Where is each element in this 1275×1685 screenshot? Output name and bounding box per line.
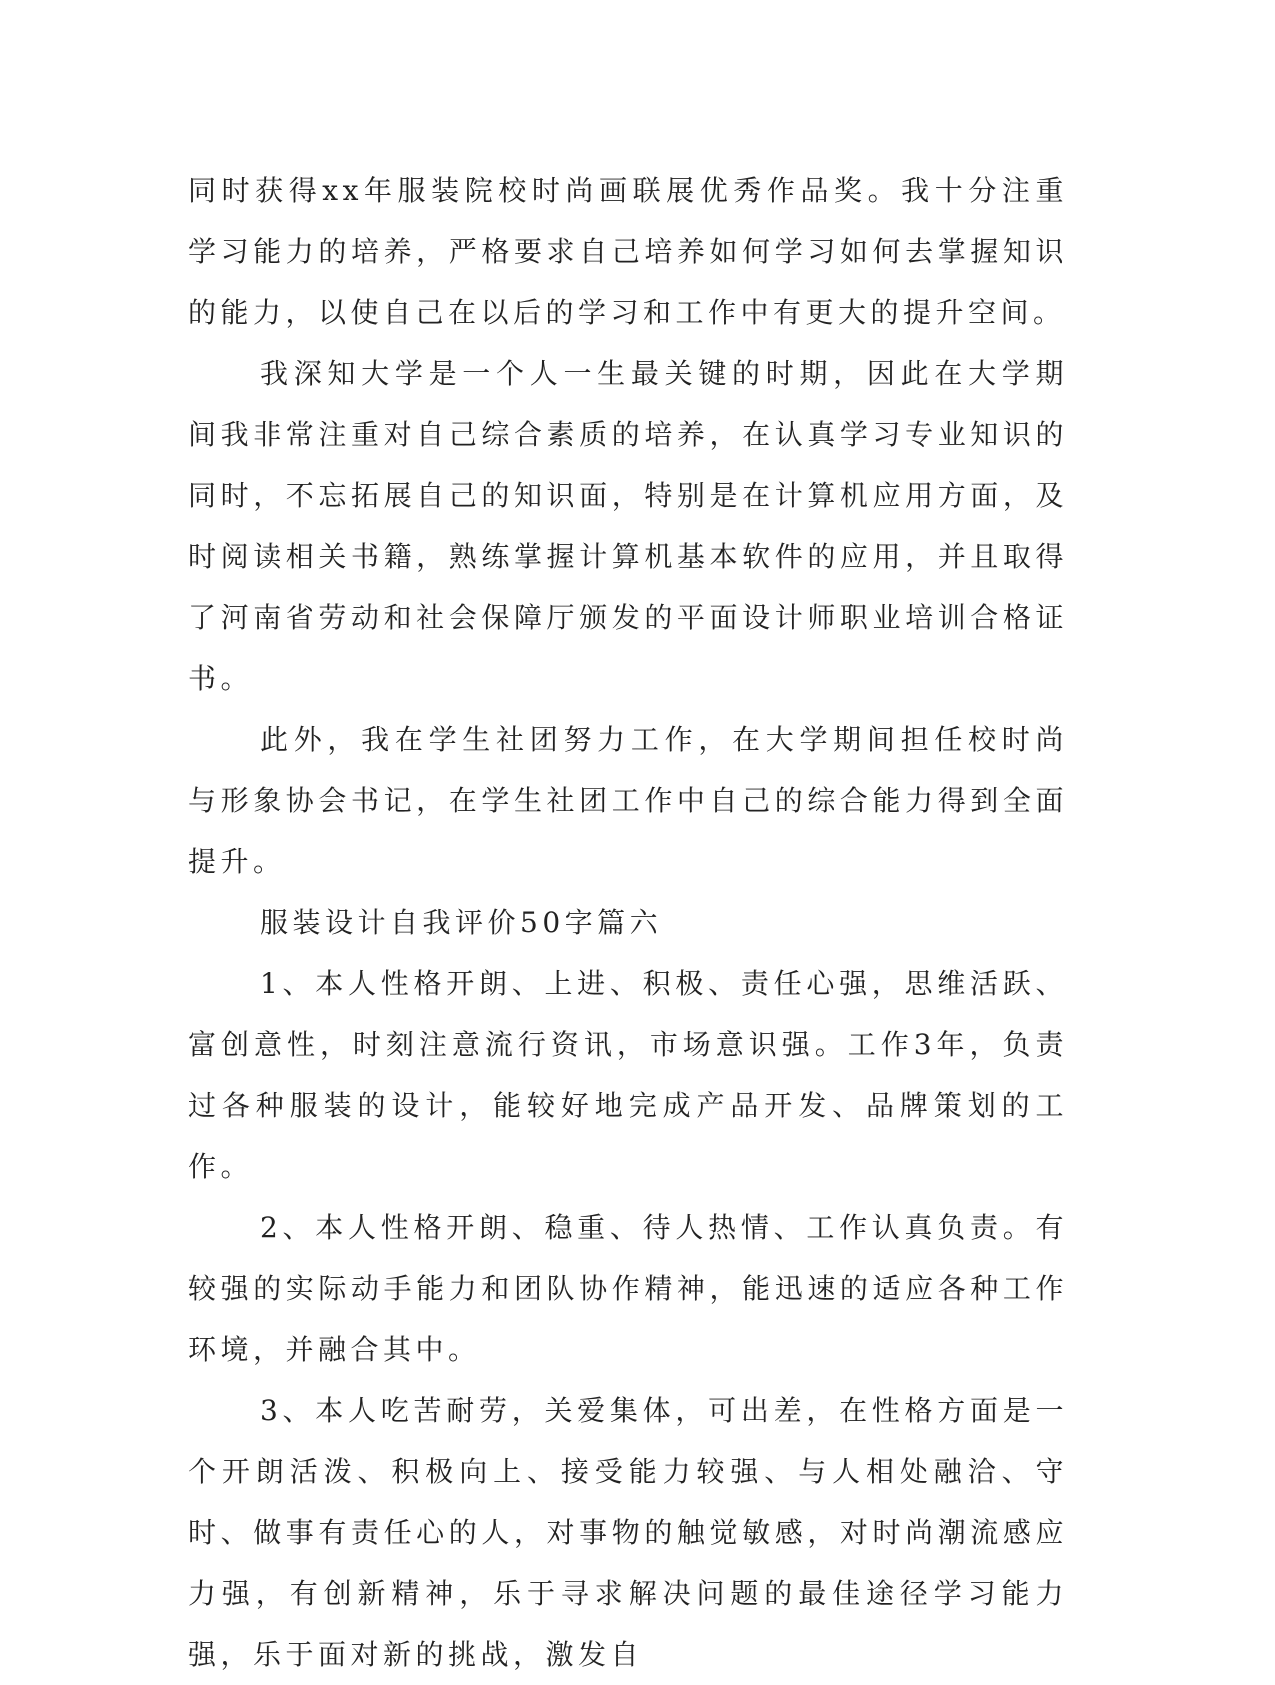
paragraph-continuation: 同时获得xx年服装院校时尚画联展优秀作品奖。我十分注重学习能力的培养，严格要求自己培养如何学习如何去掌握知识的能力，以使自己在以后的学习和工作中有更大的提升空间。 xyxy=(188,174,1068,329)
document-body xyxy=(188,160,1068,1685)
paragraph-university-study: 我深知大学是一个人一生最关键的时期，因此在大学期间我非常注重对自己综合素质的培养，在认真学习专业知识的同时，不忘拓展自己的知识面，特别是在计算机应用方面，及时阅读相关书籍，熟练掌握计算机基本软件的应用，并且取得了河南省劳动和社会保障厅颁发的平面设计师职业培训合格证书。 xyxy=(188,357,1068,695)
section-heading: 服装设计自我评价50字篇六 xyxy=(260,906,663,939)
list-item-1: 1、本人性格开朗、上进、积极、责任心强，思维活跃、富创意性，时刻注意流行资讯，市场意识强。工作3年，负责过各种服装的设计，能较好地完成产品开发、品牌策划的工作。 xyxy=(188,967,1068,1183)
list-item-2: 2、本人性格开朗、稳重、待人热情、工作认真负责。有较强的实际动手能力和团队协作精神，能迅速的适应各种工作环境，并融合其中。 xyxy=(188,1211,1068,1366)
list-item-3: 3、本人吃苦耐劳，关爱集体，可出差，在性格方面是一个开朗活泼、积极向上、接受能力较强、与人相处融洽、守时、做事有责任心的人，对事物的触觉敏感，对时尚潮流感应力强，有创新精神，乐于寻求解决问题的最佳途径学习能力强，乐于面对新的挑战，激发自 xyxy=(188,1394,1068,1671)
paragraph-student-club: 此外，我在学生社团努力工作，在大学期间担任校时尚与形象协会书记，在学生社团工作中自己的综合能力得到全面提升。 xyxy=(188,723,1068,878)
